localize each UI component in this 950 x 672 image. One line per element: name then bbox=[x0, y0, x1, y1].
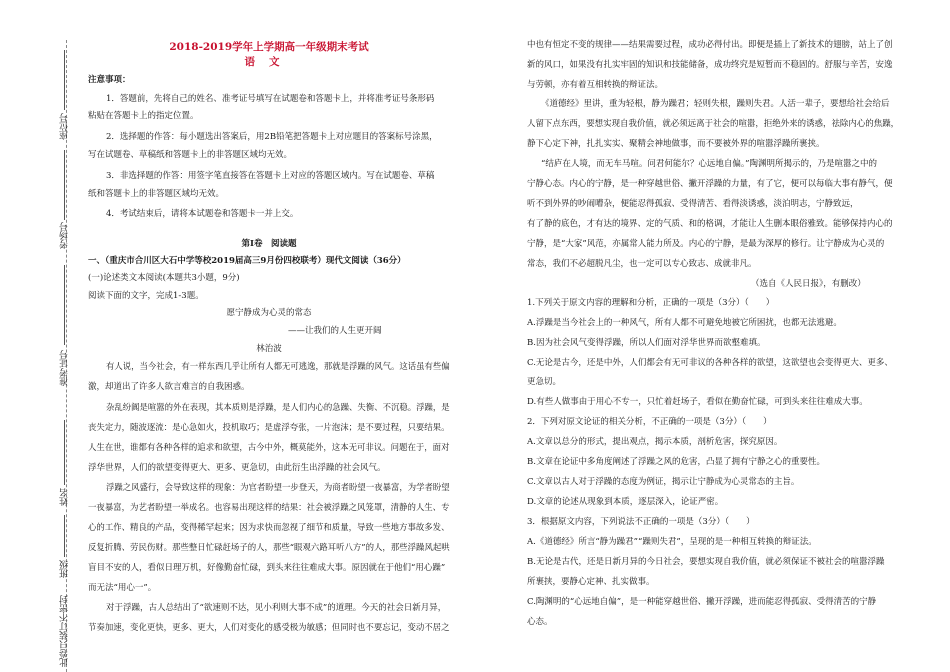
question-3: 3．根据原文内容，下列说法不正确的一项是（3分）（ ） bbox=[527, 517, 755, 527]
right-line-8: 宁静心态。内心的宁静，是一种穿越世俗、撇开浮躁的力量，有了它，便可以每临大事有静气，便 bbox=[527, 179, 893, 189]
question-3-option-b: B.无论是古代，还是日新月异的今日社会，要想实现自我价值，就必须保证不被社会的喧嚣浮躁 bbox=[527, 557, 885, 567]
para-3b: 一夜暴富，为艺者盼望一举成名。也容易出现这样的结果：社会被浮躁之风笼罩，清静的人生、专 bbox=[88, 503, 450, 513]
right-line-5: 人留下点东西，要想实现自我价值，就必须远离于社会的喧嚣，拒绝外来的诱惑，祛除内心的焦躁， bbox=[527, 119, 900, 129]
section-heading: 第Ⅰ卷 阅读题 bbox=[241, 239, 297, 249]
question-1: 1.下列关于原文内容的理解和分析，正确的一项是（3分）（ ） bbox=[527, 298, 775, 308]
question-2-option-c: C.文章以古人对于浮躁的态度为例证，揭示让宁静成为心灵常态的主旨。 bbox=[527, 477, 800, 487]
notice-3b: 纸和答题卡上的非答题区域均无效。 bbox=[88, 189, 225, 199]
question-2-option-b: B.文章在论证中多角度阐述了浮躁之风的危害，凸显了拥有宁静之心的重要性。 bbox=[527, 457, 825, 467]
article-source: （选自《人民日报》，有删改） bbox=[751, 279, 866, 289]
notice-4: 4．考试结束后，请将本试题卷和答题卡一并上交。 bbox=[106, 209, 299, 219]
question-3-option-c-cont: 心态。 bbox=[527, 617, 553, 627]
para-1b: 激，却道出了许多人欲言难言的自我困惑。 bbox=[88, 382, 250, 392]
para-2a: 杂乱纷阗是喧嚣的外在表现，其本质则是浮躁，是人们内心的急躁、失衡、不沉稳。浮躁，是 bbox=[106, 403, 450, 413]
article-title: 愿宁静成为心灵的常态 bbox=[226, 308, 312, 318]
class-line bbox=[64, 515, 65, 557]
question-1-option-c: C.无论是古今，还是中外，人们都会有无可非议的各种各样的欲望，这欲望也会变得更大、更多、 bbox=[527, 358, 893, 368]
article-author: 林治波 bbox=[256, 344, 282, 354]
question-3-option-a: A.《道德经》所言“静为躁君”“躁则失君”，呈现的是一种相互转换的辩证法。 bbox=[527, 537, 817, 547]
para-4b: 节奏加速，变化更快，更多、更大，人们对变化的感受极为敏感；但同时也不要忘记，变动不居之 bbox=[88, 623, 450, 633]
exam-room-line bbox=[64, 150, 65, 220]
question-2: 2．下列对原文论证的相关分析，不正确的一项是（3分）（ ） bbox=[527, 417, 772, 427]
right-line-3: 与劳顿，亦有着互相转换的辩证法。 bbox=[527, 80, 664, 90]
right-line-7: “结庐在人境，而无车马喧。问君何能尔？心远地自偏。”陶渊明所揭示的，乃是喧嚣之中的 bbox=[541, 159, 877, 169]
para-2d: 浮华世界，人们的欲望变得更大、更多、更急切，由此衍生出浮躁的社会风气。 bbox=[88, 463, 386, 473]
name-line bbox=[64, 420, 65, 485]
admission-no-line bbox=[64, 265, 65, 345]
exam-room-label: 考场号 bbox=[60, 222, 70, 249]
notice-2b: 写在试题卷、草稿纸和答题卡上的非答题区域均无效。 bbox=[88, 150, 293, 160]
seat-no-label: 座位号 bbox=[60, 113, 70, 140]
notice-1a: 1．答题前，先将自己的姓名、准考证号填写在试题卷和答题卡上，并将准考证号条形码 bbox=[106, 94, 435, 104]
question-2-option-d: D.文章的论述从现象到本质，逐层深入，论证严密。 bbox=[527, 497, 724, 507]
question-1-option-c-cont: 更急切。 bbox=[527, 377, 562, 387]
question-2-option-a: A.文章以总分的形式，提出观点，揭示本质，剖析危害，探究原因。 bbox=[527, 437, 783, 447]
para-3a: 浮躁之风盛行，会导致这样的现象：为官者盼望一步登天，为商者盼望一夜暴富，为学者盼望 bbox=[106, 483, 450, 493]
subject-title: 语文 bbox=[244, 56, 294, 68]
notice-1b: 粘贴在答题卡上的指定位置。 bbox=[88, 111, 199, 121]
question-1-option-d: D.有些人做事由于用心不专一，只忙着赶场子，看似在勤奋忙碌，可到头来往往难成大事。 bbox=[527, 397, 868, 407]
part1-heading: 一、（重庆市合川区大石中学等校2019届高三9月份四校联考）现代文阅读（36分） bbox=[88, 256, 406, 266]
question-3-option-b-cont: 所裹挟，要静心定神、扎实做事。 bbox=[527, 577, 655, 587]
para-3c: 心的工作、精良的产品，变得稀罕起来；因为求快而忽视了细节和质量，导致一些地方事故多发、 bbox=[88, 523, 450, 533]
right-line-4: 《道德经》里讲，重为轻根，静为躁君；轻则失根，躁则失君。人活一辈子，要想给社会给后 bbox=[541, 99, 890, 109]
seal-notice-label: 此卷只装订不密封 bbox=[60, 595, 70, 667]
article-subtitle: ——让我们的人生更开阔 bbox=[288, 326, 382, 336]
right-line-10: 有了静的底色，才有达的境界、定的气质、和的格调，才能让人生删本眼俗雅致。能够保持内心的 bbox=[527, 219, 893, 229]
right-line-1: 中也有恒定不变的规律——结果需要过程，成功必得付出。即便是插上了新技术的翅膀，站上了创 bbox=[527, 40, 893, 50]
para-2c: 人生在世，谁都有各种各样的追求和欲望，古今中外，概莫能外，这本无可非议。问题在于，面对 bbox=[88, 443, 450, 453]
question-1-option-a: A.浮躁是当今社会上的一种风气，所有人都不可避免地被它所困扰，也都无法逃避。 bbox=[527, 318, 842, 328]
notice-3a: 3．非选择题的作答：用签字笔直接答在答题卡上对应的答题区域内。写在试题卷、草稿 bbox=[106, 171, 435, 181]
right-line-9: 听不到外界的吵闹嘈杂，便能忍得孤寂、受得清苦、看得淡诱惑，淡泊明志，宁静致远， bbox=[527, 199, 859, 209]
para-3f: 而无法“用心一”。 bbox=[88, 583, 157, 593]
binding-margin bbox=[0, 0, 80, 672]
sub-section-1: (一)论述类文本阅读(本题共3小题，9分) bbox=[88, 273, 240, 283]
right-line-12: 常态，我们不必超脱凡尘，也一定可以专心致志、成就非凡。 bbox=[527, 259, 757, 269]
para-4a: 对于浮躁，古人总结出了“欲速则不达，见小利则大事不成”的道理。今天的社会日新月异， bbox=[106, 603, 447, 613]
para-1a: 有人说，当今社会，有一样东西几乎让所有人都无可逃逸，那就是浮躁的风气。这话虽有些偏 bbox=[106, 362, 450, 372]
seat-no-line bbox=[64, 50, 65, 110]
question-3-option-c: C.陶渊明的“心远地自偏”，是一种能穿越世俗、撇开浮躁，进而能忍得孤寂、受得清苦的宁静 bbox=[527, 597, 877, 607]
para-3e: 盲目不安的人，看似日理万机，好像勤奋忙碌，到头来往往难成大事。原因就在于他们“用心躁” bbox=[88, 563, 446, 573]
question-1-option-b: B.因为社会风气变得浮躁，所以人们面对浮华世界而欲壑难填。 bbox=[527, 338, 766, 348]
right-line-2: 新的风口，如果没有扎实牢固的知识和技能储备，成功终究是短暂而不稳固的。舒服与辛苦，安逸 bbox=[527, 60, 893, 70]
para-3d: 反复折腾、劳民伤财。那些整日忙碌赶场子的人，那些“眼观六路耳听八方”的人，那些浮躁风起哄 bbox=[88, 543, 450, 553]
para-2b: 丧失定力，随波逐流：是心急如火，投机取巧；是虚浮夸张，一片泡沫；是不要过程，只要结果。 bbox=[88, 423, 450, 433]
instruction: 阅读下面的文字，完成1-3题。 bbox=[88, 291, 204, 301]
right-line-6: 静下心定下神，扎扎实实、聚精会神地做事，而不要被外界的喧嚣浮躁所裹挟。 bbox=[527, 139, 825, 149]
notice-2a: 2．选择题的作答：每小题选出答案后，用2B铅笔把答题卡上对应题目的答案标号涂黑， bbox=[106, 132, 438, 142]
name-label: 姓名 bbox=[60, 488, 70, 506]
exam-title: 2018-2019学年上学期高一年级期末考试 bbox=[169, 41, 369, 53]
class-label: 班级 bbox=[60, 560, 70, 578]
right-line-11: 宁静，是“大家”风范，亦属常人能力所及。内心的宁静，是最为深厚的修行。让宁静成为心灵的 bbox=[527, 239, 885, 249]
notice-heading: 注意事项： bbox=[88, 75, 131, 85]
admission-no-label: 准考证号 bbox=[60, 350, 70, 386]
